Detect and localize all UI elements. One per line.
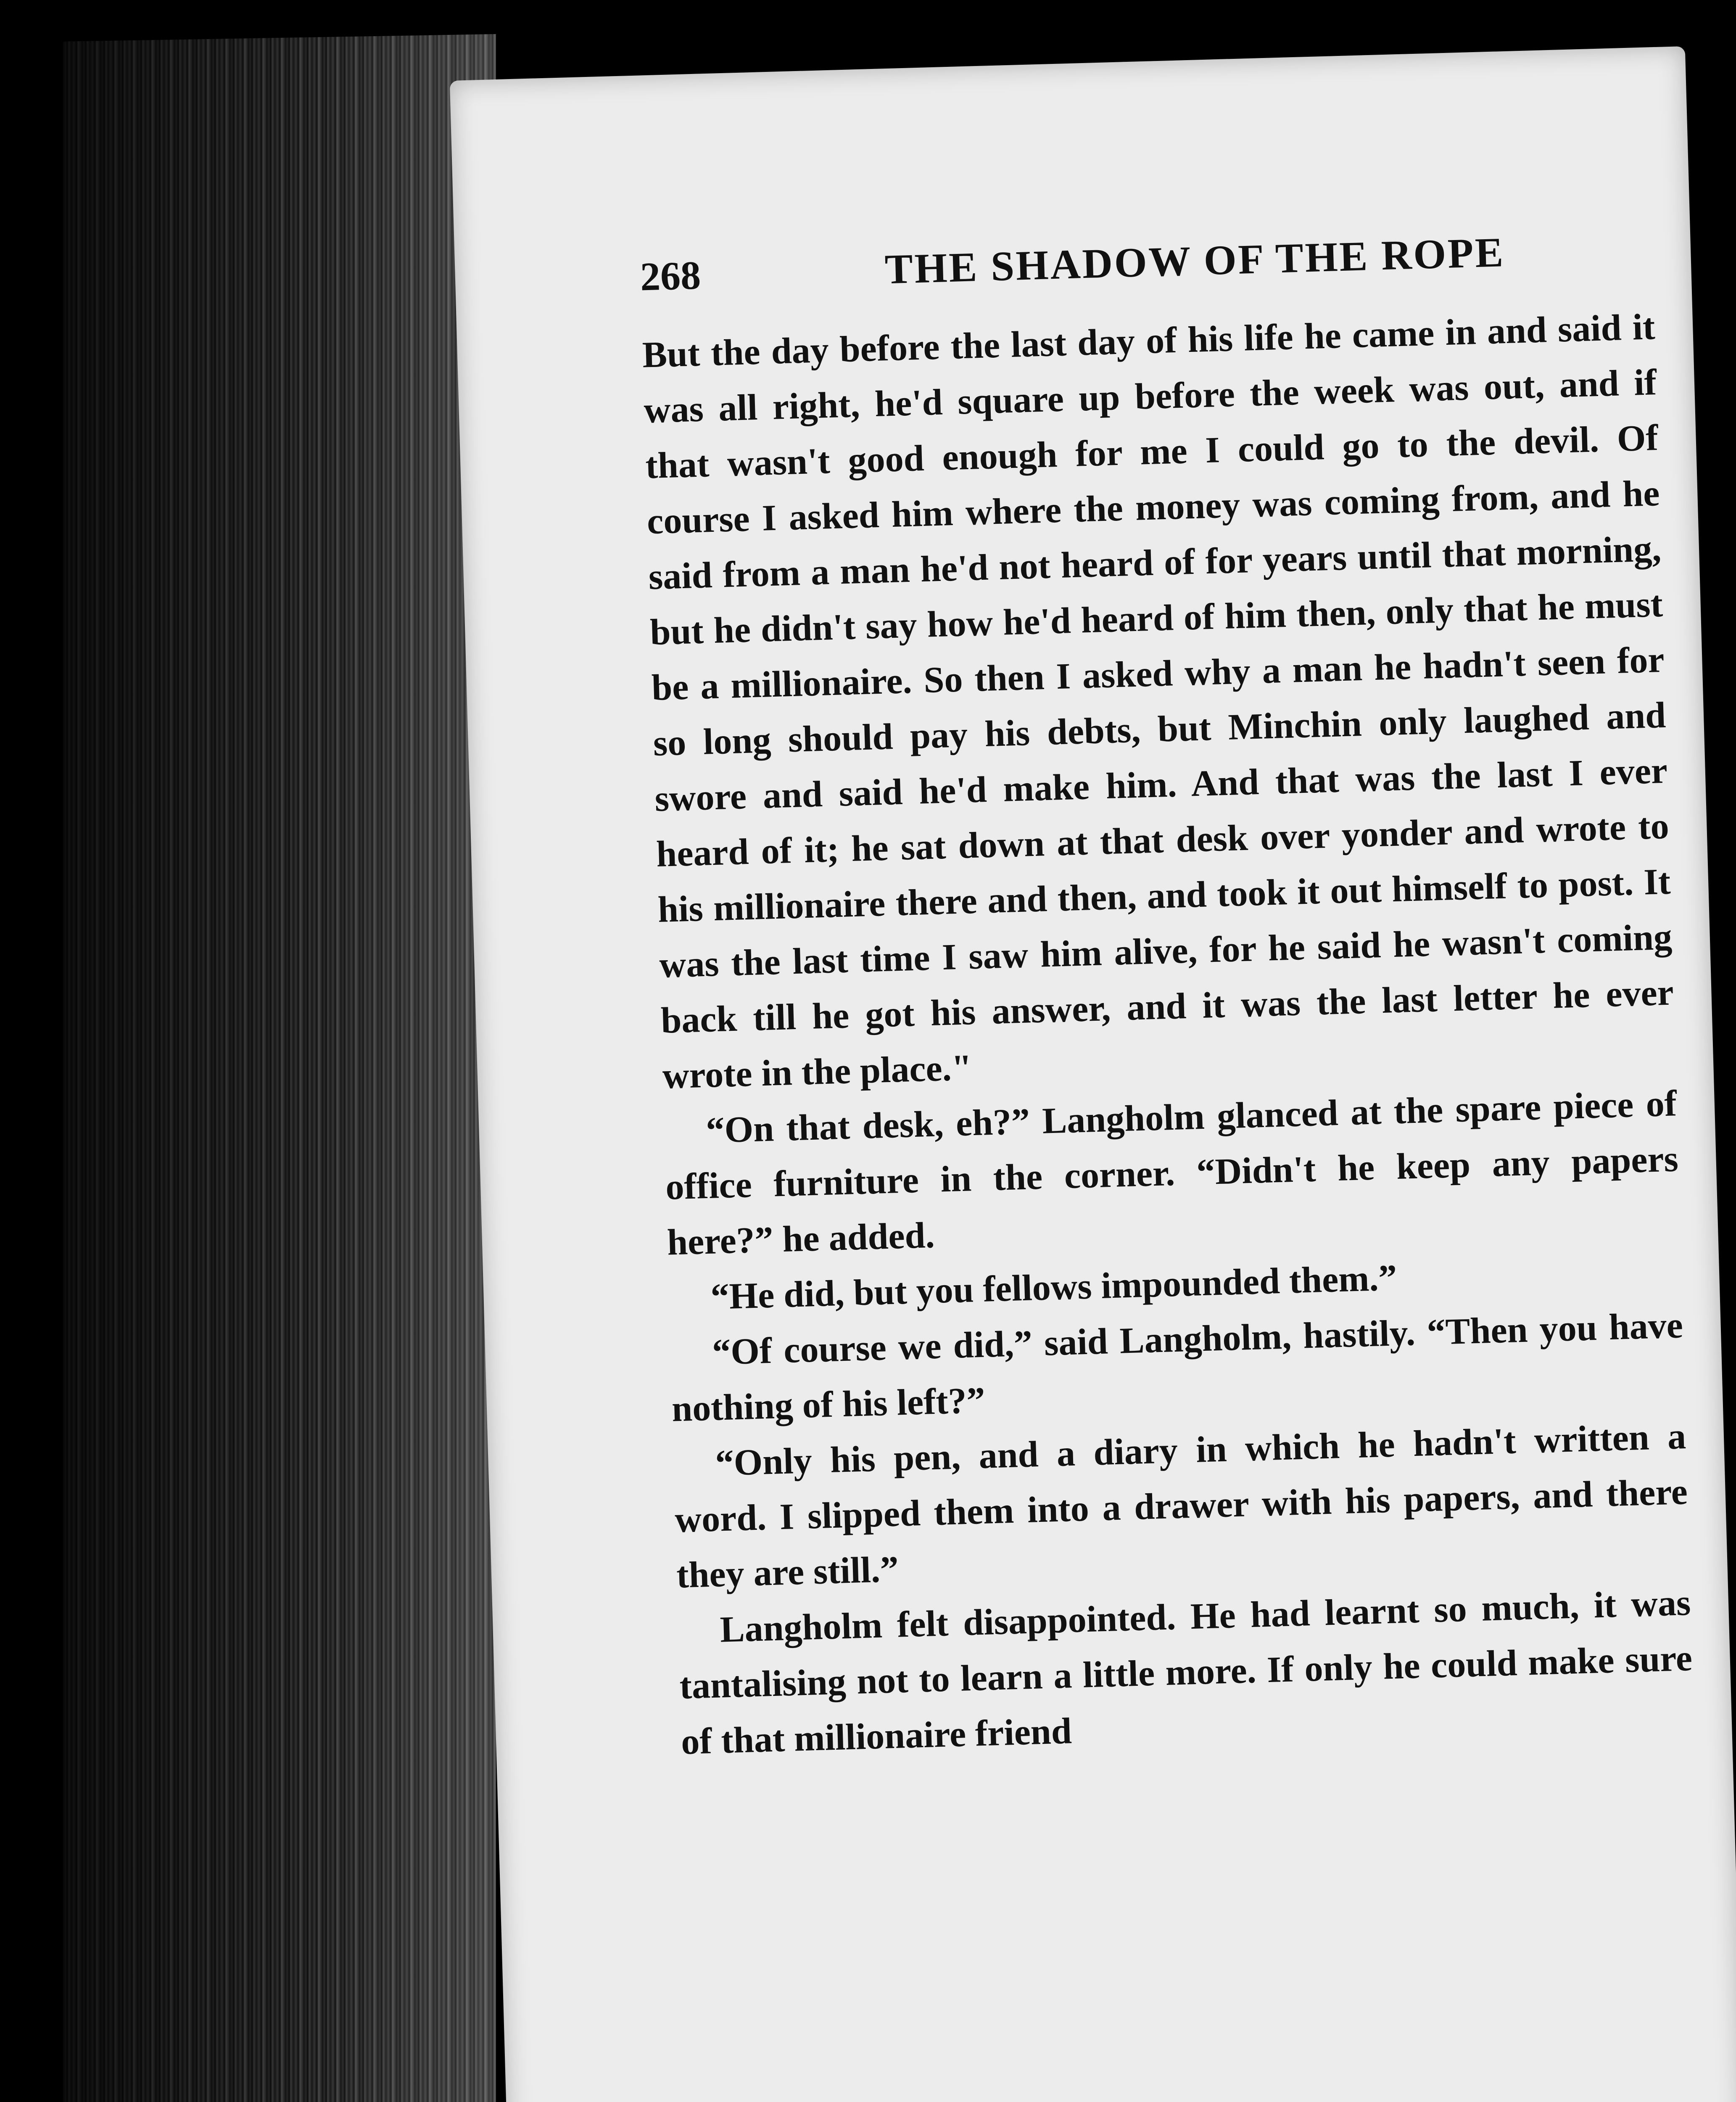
paragraph: Langholm felt disappointed. He had learnt so much, it was tantalising not to learn a little more. If only he could make sure of that millionaire friend — [679, 1582, 1693, 1763]
running-head — [639, 225, 1599, 301]
paragraph: “On that desk, eh?” Langholm glanced at the spare piece of office furniture in the corner. “Didn't he keep any papers here?” he added. — [665, 1083, 1679, 1263]
paragraph: “Of course we did,” said Langholm, hastily. “Then you have nothing of his left?” — [671, 1305, 1683, 1430]
paragraph: “Only his pen, and a diary in which he hadn't written a word. I slipped them into a drawer with his papers, and there they are still.” — [674, 1416, 1689, 1596]
body-text — [641, 299, 1694, 1770]
paragraph: But the day before the last day of his life he came in and said it was all right, he'd square up before the week was out, and if that wasn't good enough for me I could go to the devil. Of course I asked him where the money was coming from, and he said from a man he'd not heard of for years until that morning, but he didn't say how he'd heard of him then, only that he must be a millionaire. So then I asked why a man he hadn't seen for so long should pay his debts, but Minchin only laughed and swore and said he'd make him. And that was the last I ever heard of it; he sat down at that desk over yonder and wrote to his millionaire there and then, and took it out himself to post. It was the last time I saw him alive, for he said he wasn't coming back till he got his answer, and it was the last letter he ever wrote in the place." — [641, 306, 1674, 1097]
paragraph: “He did, but you fellows impounded them.” — [710, 1257, 1398, 1318]
page-number: 268 — [639, 252, 702, 299]
book-page — [450, 46, 1736, 2102]
page-edges — [63, 34, 496, 2102]
book-title: THE SHADOW OF THE ROPE — [884, 229, 1506, 293]
